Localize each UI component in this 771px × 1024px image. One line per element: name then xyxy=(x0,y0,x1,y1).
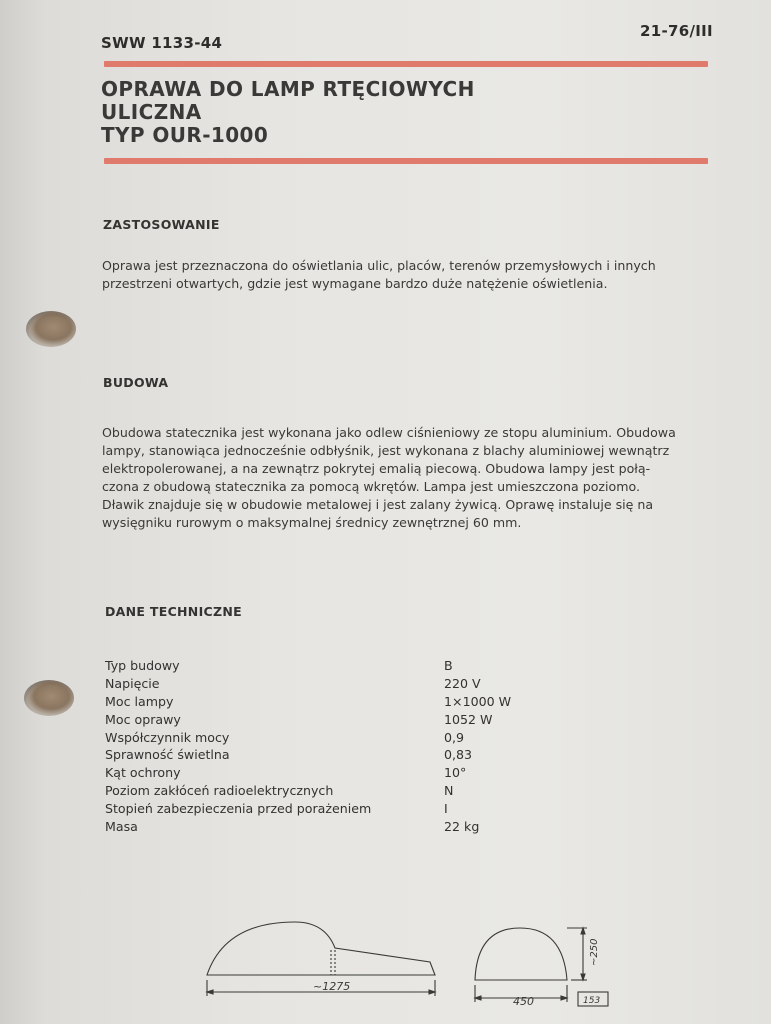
table-row xyxy=(105,676,545,694)
sheet-number: 21-76/III xyxy=(640,22,713,40)
table-row xyxy=(105,694,545,712)
paragraph-line: Obudowa statecznika jest wykonana jako odlew ciśnieniowy ze stopu aluminium. Obudowa xyxy=(102,425,676,440)
table-row xyxy=(105,747,545,765)
paragraph-line: przestrzeni otwartych, gdzie jest wymagane bardzo duże natężenie oświetlenia. xyxy=(102,276,608,291)
spec-value: 1052 W xyxy=(444,711,493,727)
table-row xyxy=(105,801,545,819)
spec-value: B xyxy=(444,658,453,673)
table-row xyxy=(105,730,545,748)
table-row xyxy=(105,783,545,801)
title-line-3: TYP OUR-1000 xyxy=(101,123,269,147)
application-paragraph xyxy=(102,257,714,293)
spec-label: Stopień zabezpieczenia przed porażeniem xyxy=(105,801,372,817)
paragraph-line: elektropolerowanej, a na zewnątrz pokrytej emalią piecową. Obudowa lampy jest połą- xyxy=(102,461,651,476)
technical-data-table xyxy=(105,658,545,837)
drawing-width-label: 450 xyxy=(513,995,534,1008)
spec-label: Poziom zakłóceń radioelektrycznych xyxy=(105,783,334,799)
side-view-outline xyxy=(207,922,435,975)
paragraph-line: wysięgniku rurowym o maksymalnej średnicy zewnętrznej 60 mm. xyxy=(102,515,522,530)
red-rule-bottom xyxy=(104,158,708,164)
paragraph-line: Dławik znajduje się w obudowie metalowej i jest zalany żywicą. Oprawę instaluje się na xyxy=(102,497,654,512)
construction-paragraph xyxy=(102,424,714,532)
red-rule-top xyxy=(104,61,708,67)
spec-label: Moc oprawy xyxy=(105,711,181,727)
spec-label: Sprawność świetlna xyxy=(105,747,230,763)
spec-label: Współczynnik mocy xyxy=(105,729,230,745)
paragraph-line: czona z obudową statecznika za pomocą wkrętów. Lampa jest umieszczona poziomo. xyxy=(102,479,640,494)
section-heading-application: ZASTOSOWANIE xyxy=(103,217,220,232)
spec-label: Typ budowy xyxy=(105,658,180,673)
spec-value: 0,9 xyxy=(444,729,465,745)
luminaire-drawing xyxy=(195,910,620,1010)
drawing-ref-label: 153 xyxy=(583,996,601,1006)
drawing-height-label: ~250 xyxy=(589,938,600,966)
spec-value: 1×1000 W xyxy=(444,693,512,709)
spec-value: 10° xyxy=(444,765,467,781)
spec-value: I xyxy=(444,801,448,817)
front-view-outline xyxy=(475,928,567,980)
spec-label: Napięcie xyxy=(105,675,160,691)
spec-value: 220 V xyxy=(444,675,481,691)
title-line-1: OPRAWA DO LAMP RTĘCIOWYCH xyxy=(101,77,475,101)
table-row xyxy=(105,712,545,730)
drawing-length-label: ~1275 xyxy=(313,980,351,993)
catalog-code: SWW 1133-44 xyxy=(101,34,223,52)
spec-value: 22 kg xyxy=(444,819,480,835)
punch-hole-top xyxy=(26,311,76,347)
spec-label: Masa xyxy=(105,819,138,835)
table-row xyxy=(105,765,545,783)
paragraph-line: Oprawa jest przeznaczona do oświetlania ulic, placów, terenów przemysłowych i innych xyxy=(102,258,656,273)
paragraph-line: lampy, stanowiąca jednocześnie odbłyśnik, jest wykonana z blachy aluminiowej wewnątrz xyxy=(102,443,670,458)
punch-hole-bottom xyxy=(24,680,74,716)
section-heading-construction: BUDOWA xyxy=(103,375,169,390)
spec-label: Moc lampy xyxy=(105,693,174,709)
section-heading-technical: DANE TECHNICZNE xyxy=(105,604,242,619)
spec-label: Kąt ochrony xyxy=(105,765,181,781)
spec-value: 0,83 xyxy=(444,747,473,763)
table-row xyxy=(105,658,545,676)
table-row xyxy=(105,819,545,837)
spec-value: N xyxy=(444,783,454,799)
title-line-2: ULICZNA xyxy=(101,100,202,124)
page-title xyxy=(101,78,475,147)
